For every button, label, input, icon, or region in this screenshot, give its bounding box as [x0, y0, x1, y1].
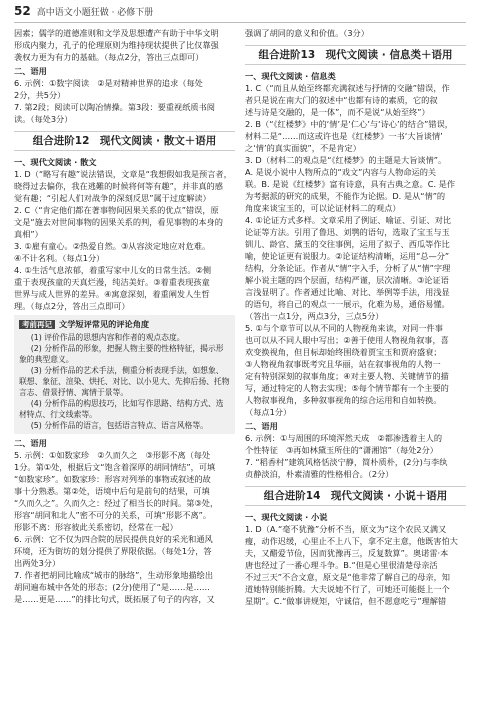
text-line: 形影不离：形容彼此关系密切，经常在一起） — [14, 522, 178, 532]
answer-block — [14, 168, 235, 312]
text-line: 读。（每处3分） — [14, 114, 73, 124]
text-line: 觉有趣；“引起人们对战争的深刻反思”属于过度解读） — [14, 193, 211, 203]
text-line: 道她特别能折腾。大夫说她不行了，可她还可能挺上一个 — [245, 584, 450, 594]
text-line: 联。B. 是说《红楼梦》富有诗意，具有古典之意。C. 是作 — [245, 179, 456, 189]
text-line: 写，通过特定的人物去实现；⑤每个情节都有一个主要的 — [245, 383, 449, 393]
answer-block — [245, 82, 466, 418]
text-line: 强调了胡同的意义和价值。（3分） — [245, 28, 369, 38]
text-line: 袭权力更为有力的基础。（每点2分，答出三点即可） — [14, 52, 204, 62]
text-line: 者只是说在南大门的叙述中“也都有诗的素质，它的叙 — [245, 95, 438, 105]
text-line: 1分。第①处，根据后文“饱含着深厚的胡同情结”，可填 — [14, 462, 216, 472]
answer-block — [245, 27, 466, 39]
text-line: 钏儿、龄官、黛玉的交往事例，运用了拟子、西瓜等作比 — [245, 239, 450, 249]
text-line: 2. B（“《红楼梦》中的‘情’是‘仁心’与‘诗心’的结合”错误， — [245, 119, 453, 129]
text-line: 的语句，将自己的观点一一展示，化难为易，通俗易懂。 — [245, 299, 450, 309]
answer-block — [14, 27, 235, 63]
text-line: 4. ①生活气息浓郁，着重写家中儿女的日常生活。②侧 — [14, 265, 212, 275]
page-number: 52 — [14, 4, 31, 18]
text-line: 不过三天”不合文意，原文是“他非常了解自己的母亲，知 — [245, 572, 450, 582]
text-line: “久而久之”。久而久之：经过了相当长的时间。第③处， — [14, 498, 219, 508]
section-heading: 二、语用 — [14, 66, 47, 76]
text-line: 6. 示例：它不仅为四合院的居民提供良好的采光和通风 — [14, 534, 213, 544]
text-line: 3. ①雇有童心。②热爱自然。③从容淡定地应对危难。 — [14, 241, 211, 251]
text-line: 6. 示例：①数字阅读 ②是对精神世界的追求（每处 — [14, 78, 203, 88]
group-title: 组合进阶12 现代文阅读 · 散文＋语用 — [14, 131, 235, 151]
text-line: 7. 第2段；阅读可以陶冶情操。第3段：要重视纸质书阅 — [14, 102, 215, 112]
text-line: (1) 评价作品的思想内容和作者的观点态度。 — [30, 333, 185, 342]
text-line: 重于表现孩童的天真烂漫，纯洁美好。③着重表现孩童 — [14, 277, 210, 287]
text-line: 1. D（“略写有趣”说法错误，文章是“我想假如我是预言者， — [14, 169, 232, 179]
text-line: 形成内聚力，孔子的伦理原则为维持现状提供了比仅靠强 — [14, 40, 219, 50]
section-heading: 一、现代文阅读 · 信息类 — [245, 71, 336, 81]
text-line: 文是“施去对世间事物的因果关系的判，看见事物的本身的 — [14, 217, 223, 227]
text-line: (4) 分析作品的构思技巧，比如写作思路、结构方式、选材特点、行文线索等。 — [19, 399, 224, 419]
text-line: (3) 分析作品的艺术手法，侧重分析表现手法，如想象、联想、象征、渲染、烘托、对比、以小见大、先抑后扬、托物言志、借景抒情、寓情于景等。 — [19, 366, 230, 397]
text-line: 世界与成人世界的差异。④寓意深刻，着重阐发人生哲 — [14, 289, 210, 299]
section-heading: 一、现代文阅读 · 散文 — [14, 157, 97, 167]
two-column-body — [14, 27, 466, 707]
text-line: 1. D（A.“毫不犹豫”分析不当，原文为“这个农民又满又 — [245, 524, 447, 534]
text-line: 论证等方法。引用了鲁迅、刘鹗的语句，选取了宝玉与玉 — [245, 227, 450, 237]
review-box-items — [19, 332, 230, 431]
text-line: 结构，分条论证。作者从“情”字入手，分析了从“情”字理 — [245, 263, 451, 273]
text-line: 胡同遍布城中各处的形态；(2分)使用了“是……是…… — [14, 582, 210, 592]
text-line: 之‘情’的真实面貌”，不是肯定） — [245, 143, 361, 153]
text-line: 理。（每点2分，答出三点即可） — [14, 301, 130, 311]
text-line: 晓得过去偏你，我在逃難的时候将何等有趣”，并非真的感 — [14, 181, 223, 191]
text-line: 6. 示例：①与周围的环境浑然天成 ②都渗透着主人的 — [245, 433, 443, 443]
text-line: 解小说主题的四个层面，结构严谨，层次清晰。③论证语 — [245, 275, 449, 285]
text-line: 述与诗是交融的，是一体”，而不是说“从始至终”） — [245, 107, 430, 117]
text-line: 3. D（材料二的观点是“《红楼梦》的主题是大旨谈情”。 — [245, 155, 447, 165]
text-line: 5. ①与个章节可以从不同的人物视角来读，对同一件事 — [245, 323, 443, 333]
text-line: 4. ①论证方式多样。文章采用了例证、喻证、引证、对比 — [245, 215, 452, 225]
text-line: （每点1分） — [245, 407, 292, 417]
text-line: (5) 分析作品的语言，包括语言特点、语言风格等。 — [30, 421, 208, 430]
text-line: 7. “稻香村”建筑风格恬淡宁静，简朴质朴，(2分)与李纨 — [245, 457, 448, 467]
text-line: 个性特征 ③再如林黛玉所住的“潇湘馆”（每处2分） — [245, 445, 438, 455]
text-line: 真相”） — [14, 229, 43, 239]
text-line: 2. C（“肯定他们都在著事物间因果关系的优点”错误，原 — [14, 205, 219, 215]
page-header — [14, 0, 466, 23]
text-line: ③人物视角叙事既考究且华丽，站在叙事视角的人物一 — [245, 359, 441, 369]
left-column — [14, 27, 235, 707]
text-line: 出两处3分） — [14, 558, 61, 568]
text-line: 形容“胡同和北人”密不可分的关系，可填“形影不离”。 — [14, 510, 212, 520]
text-line: 星期”。C.“做事讲规矩，守诚信，但不愿意吃亏”理解错 — [245, 596, 447, 606]
right-column — [245, 27, 466, 707]
section-heading: 一、现代文阅读 · 小说 — [245, 512, 328, 522]
text-line: A. 是说小说中人物所点的“戏文”内容与人物命运的关 — [245, 167, 437, 177]
text-line: 是……更是……”的排比句式，既拓展了句子的内容，又 — [14, 594, 215, 604]
text-line: 喻，使论证更有说服力。②论证结构清晰，运用“总—分” — [245, 251, 450, 261]
text-line: 定有特别深刻的叙事角度；④对主要人物、关键情节的描 — [245, 371, 449, 381]
text-line: 瘦，动作迟缓，心里止不上八下，拿不定主意，他既害怕大 — [245, 536, 458, 546]
text-line: 1. C（“而且从始至终都充满叙述与抒情的交融”错误，作 — [245, 83, 450, 93]
text-line: 2分，共5分） — [14, 90, 66, 100]
text-line: (2) 分析作品的形象，把握人物主要的性格特征，揭示形象的典型意义。 — [19, 344, 224, 364]
text-line: （答出一点1分，两点3分，三点5分） — [245, 311, 384, 321]
answer-block — [14, 77, 235, 125]
answer-block — [245, 523, 466, 607]
text-line: 为考据派的研究的成果，不能作为论据。D. 是从“情”的 — [245, 191, 446, 201]
group-title: 组合进阶13 现代文阅读 · 信息类＋语用 — [245, 45, 466, 65]
text-line: 事十分熟悉。第②处，语境中后句是前句的结果，可填 — [14, 486, 210, 496]
text-line: 7. 作者把胡同比喻成“城市的脉络”，生动形象地描绘出 — [14, 570, 214, 580]
text-line: ④不计名利。（每点1分） — [14, 253, 105, 263]
review-title-text: 文学短评常见的评论角度 — [59, 319, 150, 329]
review-box — [14, 315, 235, 434]
review-box-title — [19, 318, 230, 331]
text-line: 贞静淡泊，朴素清雅的性格相合。（2分） — [245, 469, 394, 479]
text-line: “如数家珍”。如数家珍：形容对列举的事物或叙述的故 — [14, 474, 211, 484]
group-title: 组合进阶14 现代文阅读 · 小说＋语用 — [245, 486, 466, 506]
review-tag: 考前再记 — [19, 320, 55, 329]
text-line: 因素；儒学的道德准则和文学及思想遭产有助于中华文明 — [14, 28, 219, 38]
text-line: 5. 示例：①如数家珍 ②久而久之 ③形影不离（每处 — [14, 450, 211, 460]
answer-block — [245, 432, 466, 480]
running-head: 高中语文小题狂做 · 必修下册 — [36, 7, 154, 18]
text-line: 环境，还为街坊的划分提供了界限依据。（每处1分，答 — [14, 546, 212, 556]
text-line: 欢变换视角，但目标却始终围绕着贾宝玉和贾府盛衰； — [245, 347, 442, 357]
text-line: 人物叙事视角，多种叙事视角的综合运用和自如转换。 — [245, 395, 442, 405]
section-heading: 二、语用 — [245, 421, 278, 431]
text-line: 言浅显明了。作者通过比喻、对比、举例等手法，用浅显 — [245, 287, 450, 297]
text-line: 材料二是“……而这或许也是《红楼梦》一书‘大旨谈情’ — [245, 131, 443, 141]
text-line: 也可以从不同人眼中写出；②善于使用人物视角叙事，喜 — [245, 335, 449, 345]
text-line: 角度来谈宝玉的，可以论证材料二的观点） — [245, 203, 401, 213]
text-line: 夫，又醋爱节俭，因而犹豫再三，反复数算”。奥诺雷·本 — [245, 548, 449, 558]
section-heading: 二、语用 — [14, 438, 47, 448]
answer-block — [14, 449, 235, 605]
text-line: 唐也经过了一番心理斗争。B.“但是心里很清楚母亲活 — [245, 560, 438, 570]
